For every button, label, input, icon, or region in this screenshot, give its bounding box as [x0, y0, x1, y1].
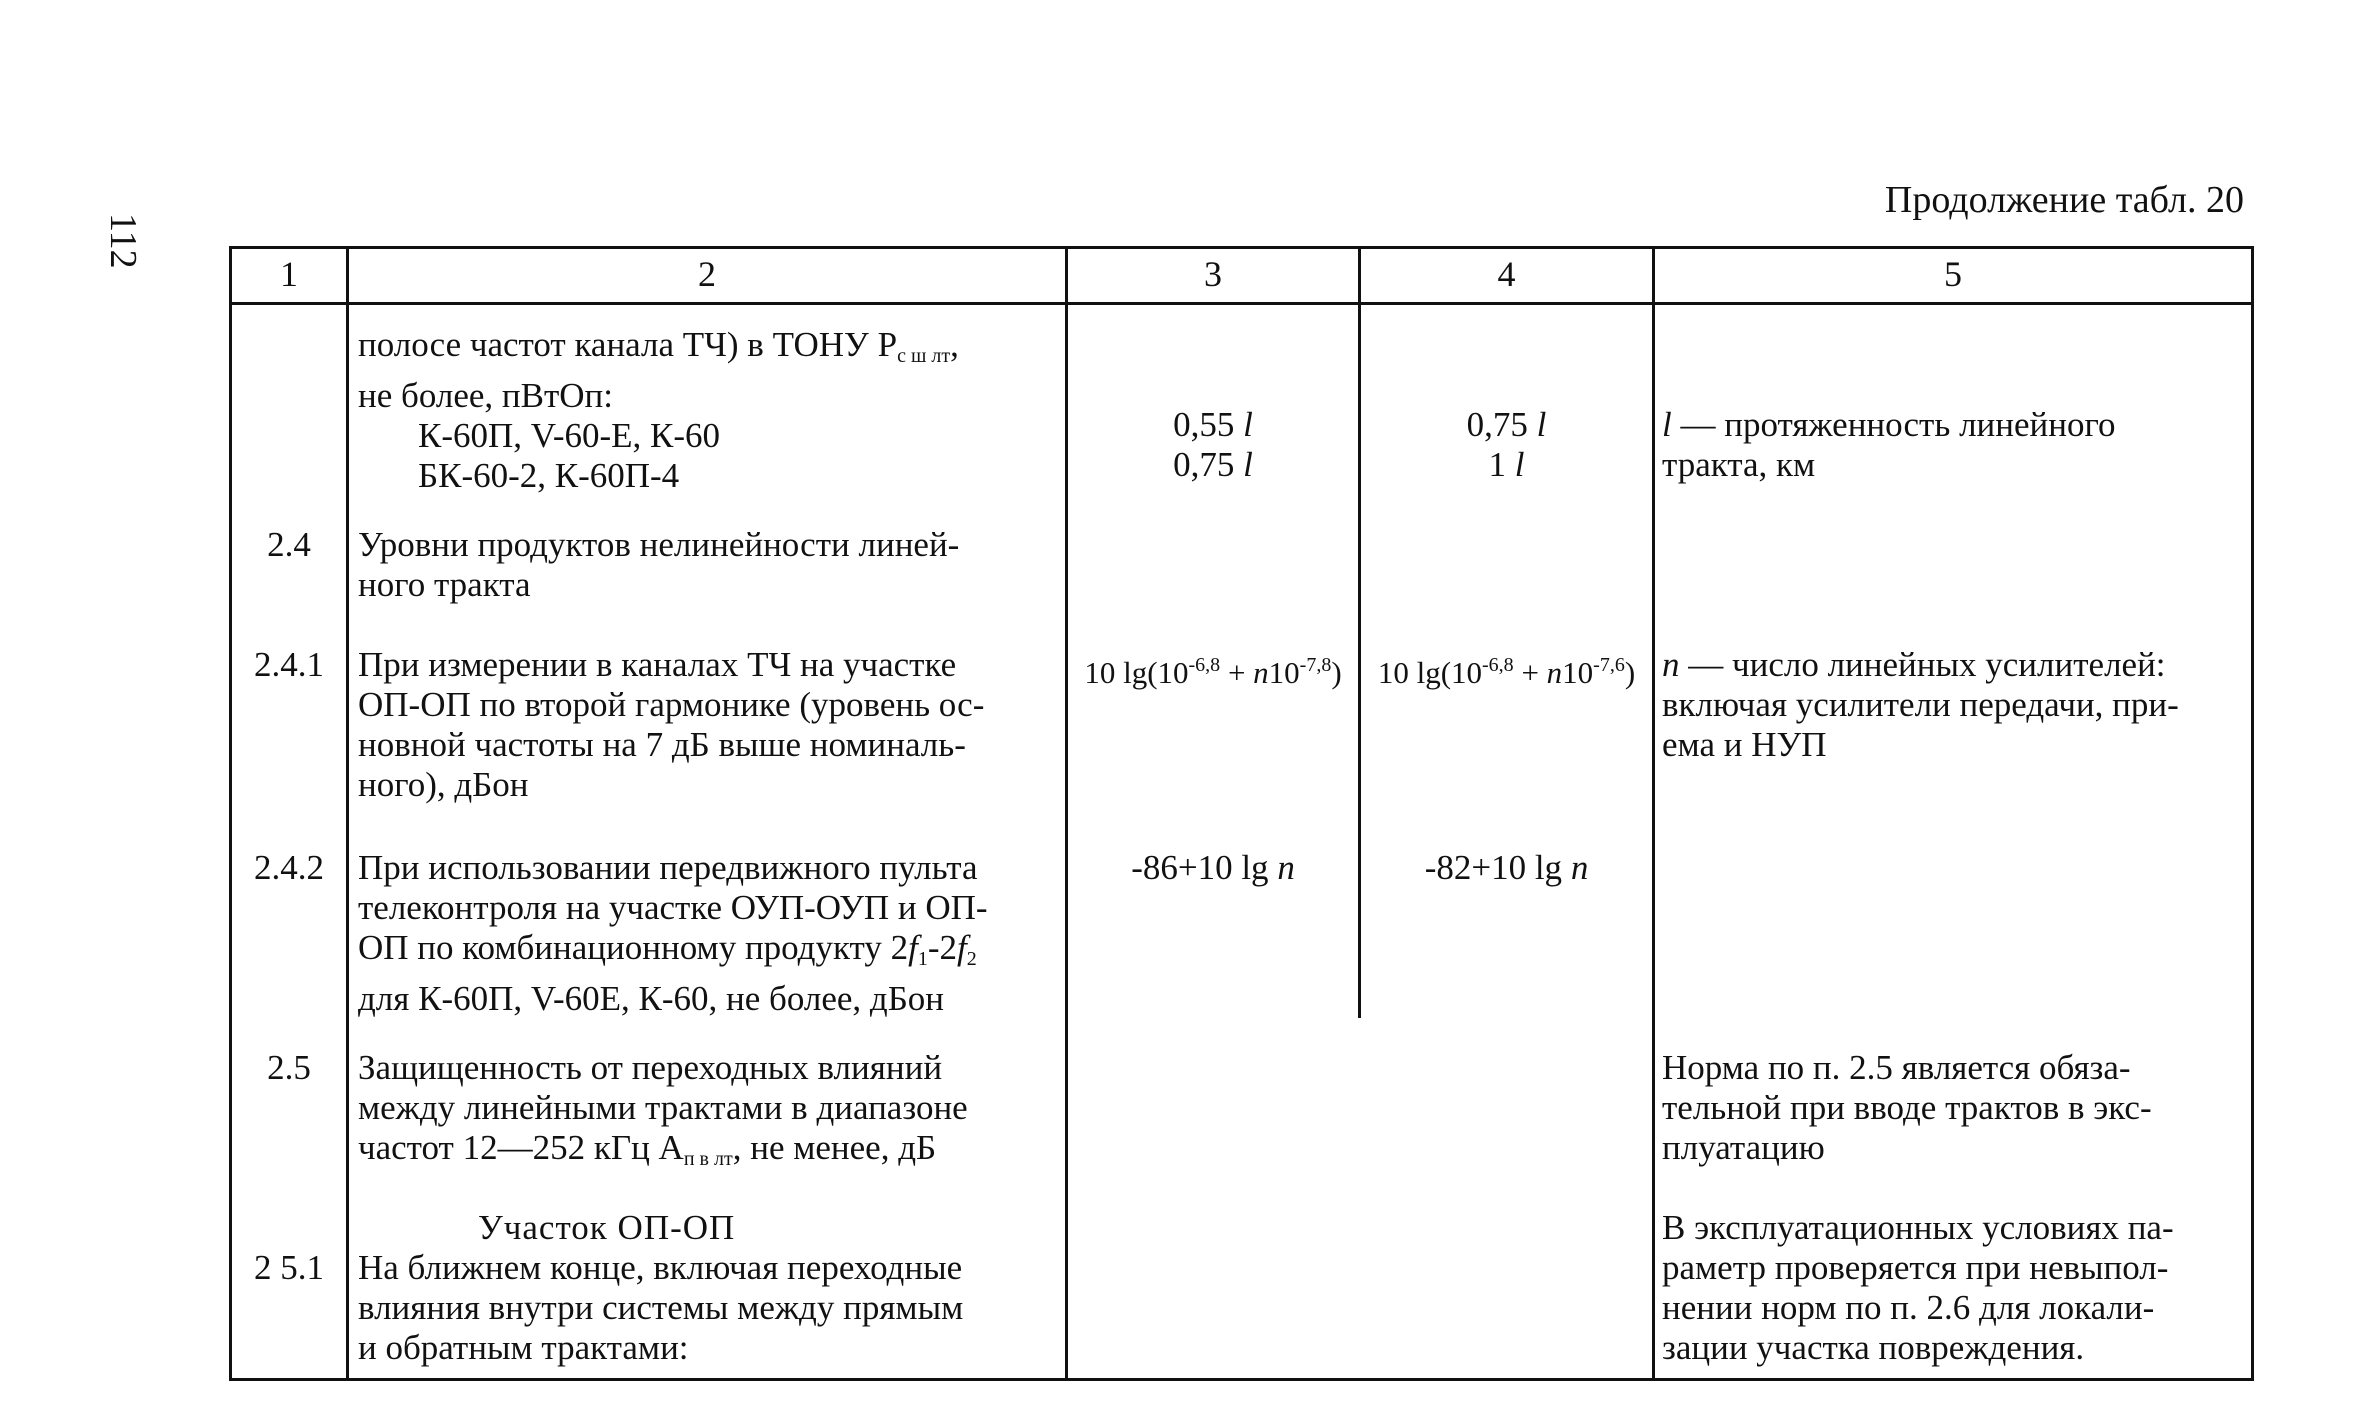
row-2-5-1-note-line3: нении норм по п. 2.6 для локали-	[1662, 1288, 2155, 1327]
row-2-4-2-desc-line4: для К-60П, V-60Е, К-60, не более, дБон	[358, 979, 945, 1018]
row-2-4-1-col4-b: +	[1513, 655, 1547, 690]
row-2-4-number: 2.4	[267, 525, 311, 564]
row-2-4-1-note	[1662, 645, 2179, 765]
row0-col4-var2: l	[1514, 445, 1525, 484]
row-2-4-1-col3-a: 10 lg(10	[1084, 655, 1189, 690]
row0-col3-value2: 0,75	[1173, 445, 1235, 484]
row-2-5-desc-line2: между линейными трактами в диапазоне	[358, 1088, 968, 1127]
row-2-4-2-f1: f	[908, 928, 918, 967]
row-2-4-2-number: 2.4.2	[254, 848, 324, 887]
row0-note-line1: — протяженность линейного	[1671, 405, 2116, 444]
row-2-4-1-col4-c: 10	[1562, 655, 1594, 690]
row0-col4-value2: 1	[1488, 445, 1506, 484]
row-2-5-1-desc-line3: и обратным трактами:	[358, 1328, 689, 1367]
row-2-5-desc-line3a: частот 12—252 кГц А	[358, 1128, 684, 1167]
row0-note-line2: тракта, км	[1662, 445, 1816, 484]
row-2-5-note-line2: тельной при вводе трактов в экс-	[1662, 1088, 2152, 1127]
row-2-4-1-col3-formula	[1068, 645, 1358, 693]
row-2-4-2-description	[358, 848, 988, 1019]
page-number: 112	[102, 213, 144, 269]
row-2-5-number: 2.5	[267, 1048, 311, 1087]
row-2-4-2-col4-text: -82+10 lg	[1424, 848, 1571, 887]
row0-col3-value1: 0,55	[1173, 405, 1235, 444]
row-2-4-2-desc-line1: При использовании передвижного пульта	[358, 848, 978, 887]
row-2-4-1-col3-exp1: -6,8	[1188, 654, 1221, 676]
row-2-5-1-description	[358, 1248, 963, 1368]
row-2-4-1-col4-formula	[1361, 645, 1652, 693]
header-col-1: 1	[280, 254, 298, 294]
row0-note-var: l	[1662, 405, 1672, 444]
row-2-4-1-col4-exp1: -6,8	[1482, 654, 1514, 676]
header-rule	[229, 302, 2254, 305]
row0-col4-var1: l	[1536, 405, 1547, 444]
row-2-4-1-note-line2: включая усилители передачи, при-	[1662, 685, 2179, 724]
row-2-4-1-col3-d: )	[1331, 655, 1342, 690]
row-2-4-1-note-line3: ема и НУП	[1662, 725, 1827, 764]
row0-col4-value1: 0,75	[1466, 405, 1528, 444]
header-col-2: 2	[698, 254, 716, 294]
row-2-4-2-desc-line3b: -2	[927, 928, 957, 967]
row-2-4-2-desc-line2: телеконтроля на участке ОУП-ОУП и ОП-	[358, 888, 988, 927]
header-col-3: 3	[1204, 254, 1222, 294]
row0-col3-var2: l	[1243, 445, 1253, 484]
row-2-5-subscript: п в лт	[683, 1148, 733, 1170]
row-2-5-desc-line3b: , не менее, дБ	[732, 1128, 937, 1167]
row-2-4-1-description	[358, 645, 984, 805]
row-2-4-2-sub2: 2	[966, 948, 977, 970]
row-2-5-1-note-line1: В эксплуатационных условиях па-	[1662, 1208, 2174, 1247]
row-2-5-1-desc-line1: На ближнем конце, включая переходные	[358, 1248, 963, 1287]
row-2-4-1-number: 2.4.1	[254, 645, 324, 684]
row0-desc-line1: полосе частот канала ТЧ) в ТОНУ Р	[358, 325, 898, 364]
header-col-5: 5	[1944, 254, 1962, 294]
row-2-5-note-line1: Норма по п. 2.5 является обяза-	[1662, 1048, 2131, 1087]
table-caption: Продолжение табл. 20	[1884, 179, 2244, 221]
row-2-4-1-col3-var: n	[1253, 655, 1269, 690]
row-2-4-1-col3-b: +	[1220, 655, 1254, 690]
row-2-5-1-note	[1662, 1208, 2174, 1368]
row-2-4-1-col3-c: 10	[1268, 655, 1300, 690]
row-2-5-note-line3: плуатацию	[1662, 1128, 1825, 1167]
row0-description	[358, 325, 959, 496]
row-2-4-1-desc-line1: При измерении в каналах ТЧ на участке	[358, 645, 957, 684]
row-2-5-description	[358, 1048, 968, 1179]
row0-col3-var1: l	[1243, 405, 1253, 444]
row-2-4-1-note-line1: — число линейных усилителей:	[1679, 645, 2166, 684]
row-2-4-2-col3	[1068, 848, 1358, 888]
row-2-4-desc-line1: Уровни продуктов нелинейности линей-	[358, 525, 960, 564]
row-2-4-2-col4	[1361, 848, 1652, 888]
row-2-4-1-col4-d: )	[1624, 655, 1636, 690]
row0-desc-subscript: с ш лт	[897, 345, 951, 367]
row-2-4-1-col3-exp2: -7,8	[1299, 654, 1332, 676]
row-2-4-1-desc-line2: ОП-ОП по второй гармонике (уровень ос-	[358, 685, 985, 724]
row-2-5-1-note-line2: раметр проверяется при невыпол-	[1662, 1248, 2169, 1287]
row-2-4-2-desc-line3a: ОП по комбинационному продукту 2	[358, 928, 909, 967]
row0-desc-line4: БК-60-2, К-60П-4	[418, 456, 680, 495]
row-2-5-1-subheading: Участок ОП-ОП	[478, 1208, 736, 1247]
row-2-4-description	[358, 525, 959, 605]
row-2-5-1-note-line4: зации участка повреждения.	[1662, 1328, 2085, 1367]
row0-note	[1662, 405, 2115, 485]
row-2-4-desc-line2: ного тракта	[358, 565, 531, 604]
column-divider-1	[346, 246, 349, 1381]
row-2-4-2-col3-text: -86+10 lg	[1131, 848, 1278, 887]
row0-desc-line3: К-60П, V-60-Е, К-60	[418, 416, 721, 455]
row-2-5-desc-line1: Защищенность от переходных влияний	[358, 1048, 943, 1087]
header-col-4: 4	[1497, 254, 1516, 294]
row-2-4-1-col4-exp2: -7,6	[1593, 654, 1625, 676]
row-2-5-1-number: 2 5.1	[254, 1248, 324, 1287]
row-2-4-1-desc-line4: ного), дБон	[358, 765, 529, 804]
column-divider-4	[1652, 246, 1655, 1381]
row-2-4-1-desc-line3: новной частоты на 7 дБ выше номиналь-	[358, 725, 966, 764]
row0-desc-line2: не более, пВтОп:	[358, 376, 613, 415]
row-2-4-1-col4-a: 10 lg(10	[1377, 655, 1483, 690]
row0-col3	[1068, 405, 1358, 485]
column-divider-3	[1358, 246, 1361, 1018]
row0-col4	[1361, 405, 1652, 485]
row-2-4-2-sub1: 1	[917, 948, 928, 970]
row-2-4-2-col4-var: n	[1570, 848, 1589, 887]
row-2-4-2-col3-var: n	[1277, 848, 1295, 887]
row0-desc-line1-tail: ,	[950, 325, 959, 364]
row-2-4-1-col4-var: n	[1546, 655, 1563, 690]
row-2-5-1-desc-line2: влияния внутри системы между прямым	[358, 1288, 964, 1327]
row-2-4-1-note-var: n	[1662, 645, 1680, 684]
row-2-4-2-f2: f	[957, 928, 967, 967]
row-2-5-note	[1662, 1048, 2152, 1168]
